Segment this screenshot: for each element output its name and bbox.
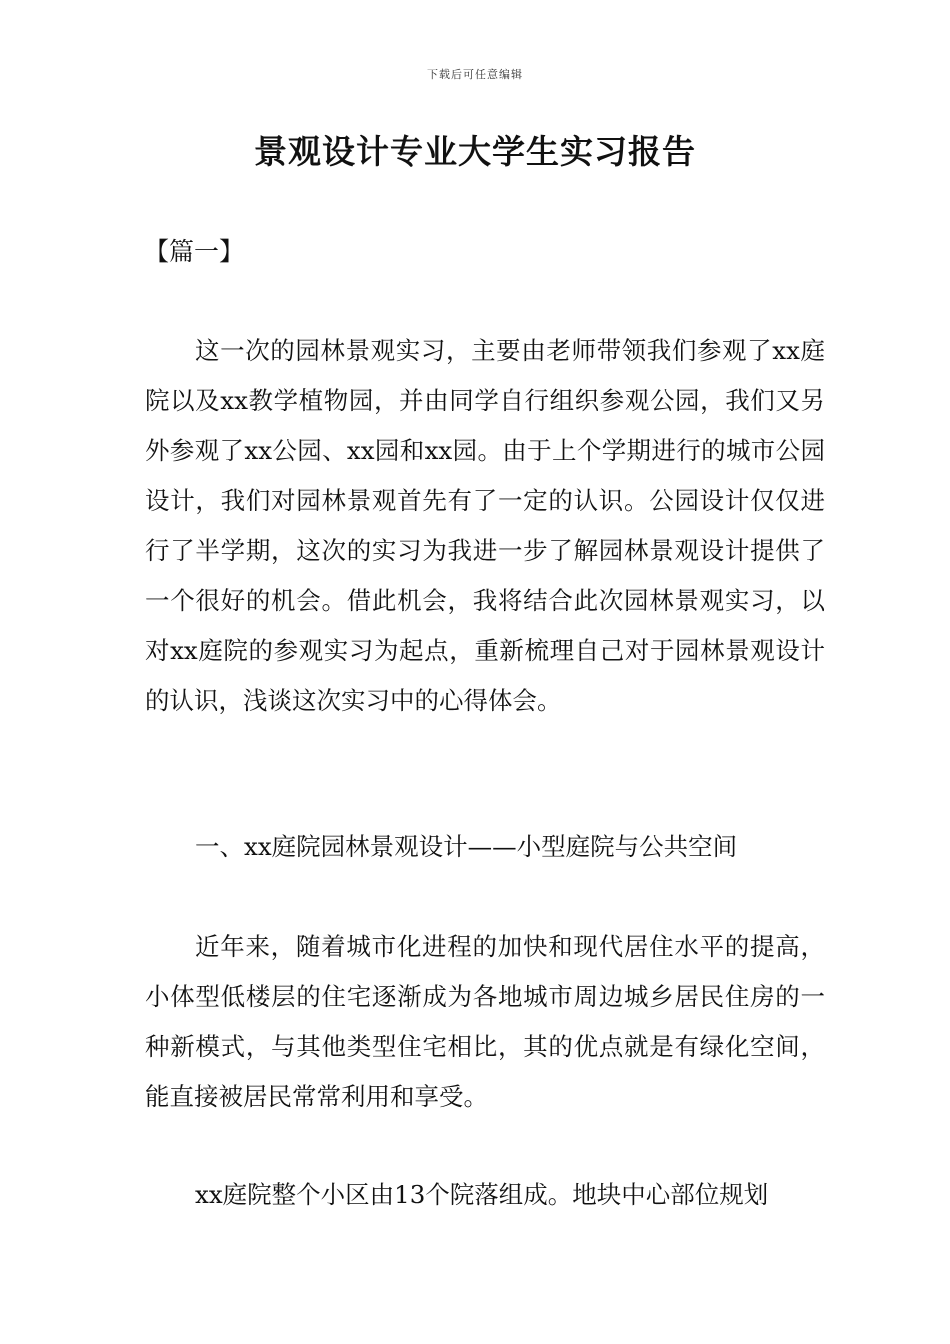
paragraph-courtyard: xx庭院整个小区由13个院落组成。地块中心部位规划 [195,1180,769,1209]
header-note: 下载后可任意编辑 [427,68,523,81]
paragraph-background: 近年来，随着城市化进程的加快和现代居住水平的提高，小体型低楼层的住宅逐渐成为各地城市周边城乡居民住房的一种新模式，与其他类型住宅相比，其的优点就是有绿化空间，能直接被居民常常利用和享受。 [145,932,825,1111]
document-title: 景观设计专业大学生实习报告 [254,132,696,171]
section-heading: 一、xx庭院园林景观设计——小型庭院与公共空间 [195,832,738,861]
section-label: 【篇一】 [144,237,245,266]
paragraph-intro: 这一次的园林景观实习，主要由老师带领我们参观了xx庭院以及xx教学植物园，并由同学自行组织参观公园，我们又另外参观了xx公园、xx园和xx园。由于上个学期进行的城市公园设计，我们对园林景观首先有了一定的认识。公园设计仅仅进行了半学期，这次的实习为我进一步了解园林景观设计提供了一个很好的机会。借此机会，我将结合此次园林景观实习，以对xx庭院的参观实习为起点，重新梳理自己对于园林景观设计的认识，浅谈这次实习中的心得体会。 [145,336,825,715]
